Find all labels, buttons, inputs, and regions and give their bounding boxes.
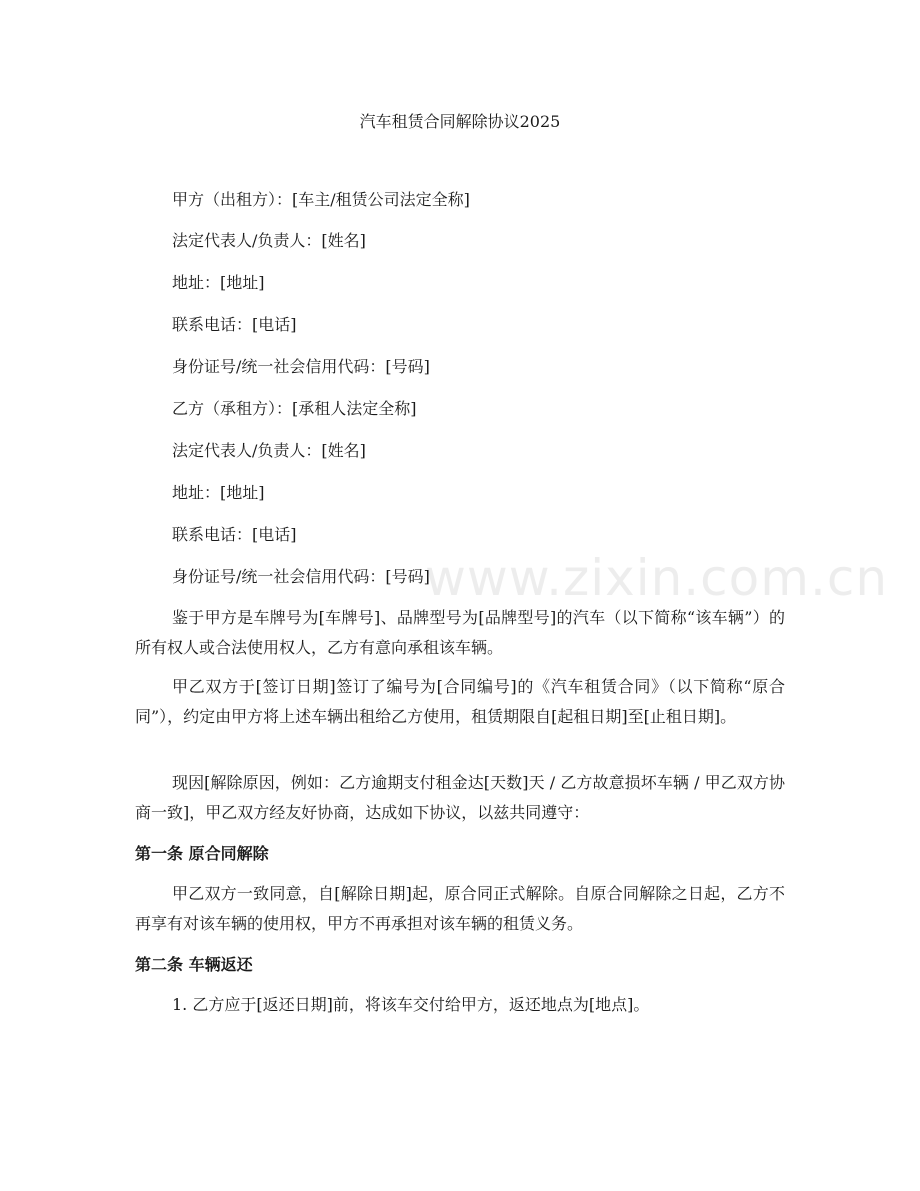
party-a-representative: 法定代表人/负责人：[姓名] [172,231,366,250]
watermark: www.zixin.com.cn [425,549,889,607]
article-2-heading: 第二条 车辆返还 [135,955,253,974]
recital-paragraph: 甲乙双方于[签订日期]签订了编号为[合同编号]的《汽车租赁合同》（以下简称“原合同”），约定由甲方将上述车辆出租给乙方使用，租赁期限自[起租日期]至[止租日期]。 [135,677,785,726]
party-a-phone: 联系电话：[电话] [172,315,297,334]
party-a-address: 地址：[地址] [172,273,265,292]
list-item: 1. 乙方应于[返还日期]前，将该车交付给甲方，返还地点为[地点]。 [172,995,650,1014]
party-b-address: 地址：[地址] [172,483,265,502]
recital-paragraph: 鉴于甲方是车牌号为[车牌号]、品牌型号为[品牌型号]的汽车（以下简称“该车辆”）的所有权人或合法使用权人，乙方有意向承租该车辆。 [135,608,785,657]
article-1-heading: 第一条 原合同解除 [135,844,269,863]
document-title: 汽车租赁合同解除协议2025 [359,112,561,131]
recital-paragraph: 现因[解除原因，例如：乙方逾期支付租金达[天数]天 / 乙方故意损坏车辆 / 甲乙双方协商一致]，甲乙双方经友好协商，达成如下协议，以兹共同遵守： [135,773,785,822]
party-a-name: 甲方（出租方）：[车主/租赁公司法定全称] [172,190,470,209]
party-a-id: 身份证号/统一社会信用代码：[号码] [172,357,430,376]
article-1-body: 甲乙双方一致同意，自[解除日期]起，原合同正式解除。自原合同解除之日起，乙方不再享有对该车辆的使用权，甲方不再承担对该车辆的租赁义务。 [135,884,785,933]
party-b-id: 身份证号/统一社会信用代码：[号码] [172,567,430,586]
party-b-name: 乙方（承租方）：[承租人法定全称] [172,399,417,418]
party-b-phone: 联系电话：[电话] [172,525,297,544]
party-b-representative: 法定代表人/负责人：[姓名] [172,441,366,460]
